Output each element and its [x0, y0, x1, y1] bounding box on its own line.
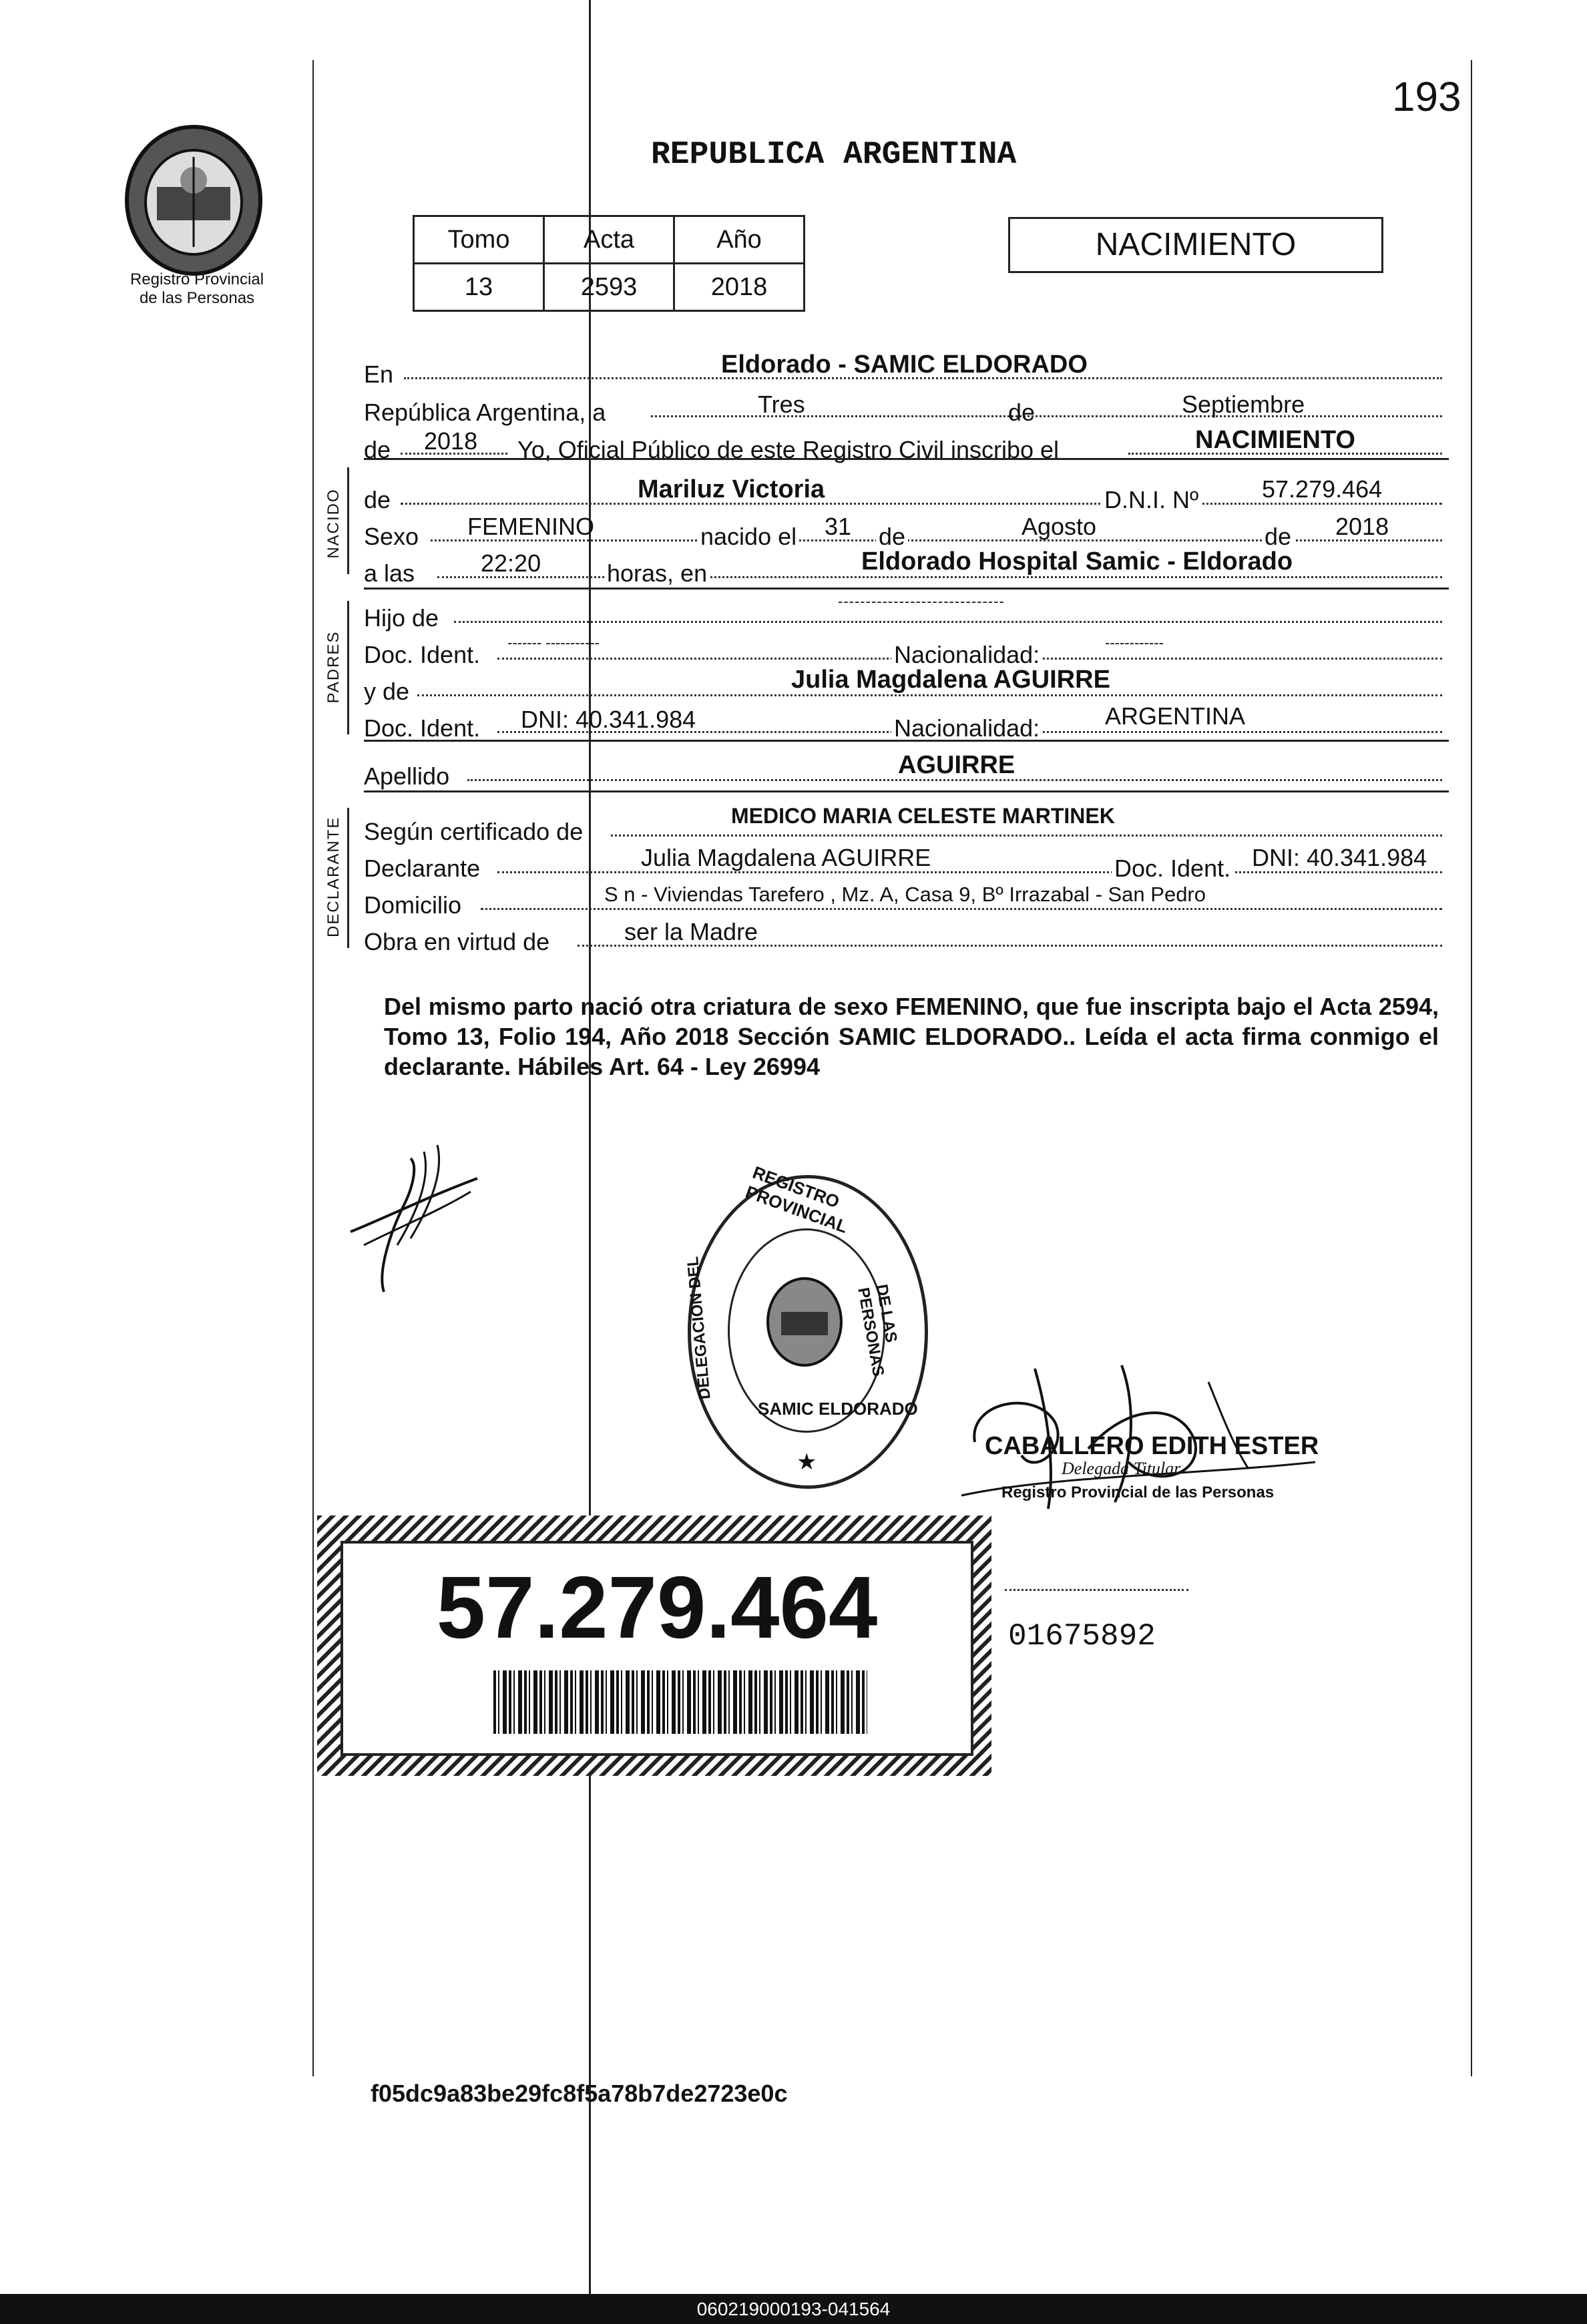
value-madre: Julia Magdalena AGUIRRE — [791, 666, 1110, 694]
stamp-ring-top: REGISTRO PROVINCIAL — [742, 1162, 851, 1237]
label-doc-ident-3: Doc. Ident. — [1112, 855, 1233, 883]
value-sexo: FEMENINO — [467, 513, 595, 540]
bracket-nacido — [347, 467, 349, 574]
table-header-anio: Año — [674, 216, 805, 264]
logo-caption — [100, 270, 294, 308]
logo-caption-line2: de las Personas — [139, 289, 255, 307]
label-de-anio: de — [364, 436, 391, 463]
label-doc-ident-2: Doc. Ident. — [364, 714, 481, 742]
observaciones-text: Del mismo parto nació otra criatura de sexo FEMENINO, que fue inscripta bajo el Acta 2594, Tomo 13, Folio 194, Año 2018 Sección SAMIC ELDORADO.. Leída el acta firma conmigo el declarante. Hábiles Art. 64 - Ley 26994 — [384, 993, 1439, 1080]
label-nacionalidad-1: Nacionalidad: — [891, 641, 1042, 669]
scan-line — [589, 0, 591, 2294]
value-hora: 22:20 — [481, 549, 541, 577]
value-nac-mes: Agosto — [1022, 513, 1097, 540]
page-number: 193 — [1392, 74, 1461, 120]
bracket-padres — [347, 601, 349, 734]
official-role: Delegada Titular — [1062, 1459, 1181, 1478]
label-horas-en: horas, en — [604, 559, 710, 588]
value-apellido: AGUIRRE — [898, 751, 1015, 779]
value-dia: Tres — [758, 391, 805, 418]
serial-number: 01675892 — [1008, 1619, 1156, 1654]
label-y-de: y de — [364, 678, 410, 705]
table-value-tomo: 13 — [414, 264, 544, 311]
value-lugar-nac: Eldorado Hospital Samic - Eldorado — [861, 547, 1293, 575]
value-dni: 57.279.464 — [1262, 475, 1383, 503]
registry-stamp — [684, 1162, 928, 1489]
label-apellido: Apellido — [364, 762, 450, 790]
province-seal-icon — [117, 124, 270, 277]
value-nombre: Mariluz Victoria — [638, 475, 825, 503]
side-label-declarante: DECLARANTE — [324, 816, 343, 937]
barcode-label — [317, 1516, 991, 1776]
label-republica: República Argentina, a — [364, 399, 606, 426]
dotted-line — [611, 835, 1442, 837]
value-mes: Septiembre — [1182, 391, 1305, 418]
footer-code-bar — [0, 2294, 1587, 2324]
dotted-line — [454, 621, 1442, 623]
stamp-inner-text: SAMIC ELDORADO — [758, 1399, 918, 1419]
divider — [364, 458, 1449, 460]
value-obra: ser la Madre — [624, 918, 758, 945]
label-domicilio: Domicilio — [364, 891, 462, 919]
document-type-box: NACIMIENTO — [1008, 217, 1383, 273]
value-nac-anio: 2018 — [1335, 513, 1389, 540]
value-doc-3: DNI: 40.341.984 — [1252, 844, 1427, 871]
label-segun: Según certificado de — [364, 818, 584, 845]
stamp-ring-right: DE LAS PERSONAS — [854, 1283, 901, 1378]
stamp-ring-left: DELEGACION DEL — [684, 1255, 714, 1401]
value-nac-2: ARGENTINA — [1105, 702, 1246, 730]
table-value-acta: 2593 — [544, 264, 674, 311]
dotted-line — [437, 576, 1442, 578]
side-label-padres: PADRES — [324, 630, 343, 704]
value-lugar: Eldorado - SAMIC ELDORADO — [721, 351, 1088, 379]
label-de-nac-mes: de — [876, 523, 908, 551]
footer-code: 060219000193-041564 — [696, 2299, 891, 2319]
value-nac-1: ------------ — [1105, 634, 1164, 651]
page-title: REPUBLICA ARGENTINA — [651, 137, 1017, 173]
label-sexo: Sexo — [364, 523, 419, 550]
value-declarante: Julia Magdalena AGUIRRE — [641, 844, 931, 871]
stamp-seal-icon — [758, 1272, 851, 1372]
label-dni: D.N.I. Nº — [1102, 486, 1201, 514]
label-de-nac-anio: de — [1262, 523, 1294, 551]
right-margin-line — [1471, 60, 1472, 2076]
value-domicilio: S n - Viviendas Tarefero , Mz. A, Casa 9, Bº Irrazabal - San Pedro — [604, 883, 1206, 906]
label-doc-ident-1: Doc. Ident. — [364, 641, 481, 668]
table-header-tomo: Tomo — [414, 216, 544, 264]
logo-caption-line1: Registro Provincial — [130, 270, 264, 288]
label-a-las: a las — [364, 559, 415, 587]
table-header-acta: Acta — [544, 216, 674, 264]
label-declarante: Declarante — [364, 855, 481, 882]
barcode-bars — [493, 1670, 867, 1734]
declarante-signature-icon — [344, 1138, 491, 1299]
value-doc-2: DNI: 40.341.984 — [521, 706, 696, 733]
dotted-line — [417, 694, 1442, 696]
label-nacionalidad-2: Nacionalidad: — [891, 714, 1042, 742]
barcode-number: 57.279.464 — [436, 1558, 878, 1656]
value-certificado: MEDICO MARIA CELESTE MARTINEK — [731, 804, 1115, 828]
record-table — [413, 215, 805, 312]
label-obra: Obra en virtud de — [364, 928, 550, 955]
value-acto: NACIMIENTO — [1195, 426, 1355, 454]
province-logo — [117, 124, 270, 277]
value-hijo-de: ------------------------------ — [838, 593, 1005, 610]
divider — [364, 790, 1449, 792]
label-de-mes: de — [1008, 399, 1036, 426]
value-anio: 2018 — [424, 427, 478, 455]
bracket-declarante — [347, 808, 349, 948]
star-icon: ★ — [797, 1449, 817, 1475]
official-name: CABALLERO EDITH ESTER — [985, 1432, 1319, 1460]
left-margin-line — [312, 60, 314, 2076]
document-hash: f05dc9a83be29fc8f5a78b7de2723e0c — [371, 2080, 788, 2107]
value-nac-dia: 31 — [825, 513, 852, 540]
serial-dotted-line — [1005, 1589, 1188, 1591]
value-doc-1: ------- ----------- — [507, 634, 600, 651]
table-value-anio: 2018 — [674, 264, 805, 311]
divider — [364, 740, 1449, 742]
barcode-inner — [341, 1541, 973, 1756]
label-nacido-el: nacido el — [698, 523, 799, 551]
label-hijo-de: Hijo de — [364, 604, 439, 632]
side-label-nacido: NACIDO — [324, 488, 343, 559]
label-yo-oficial: Yo, Oficial Público de este Registro Civil inscribo el — [517, 436, 1060, 463]
official-office: Registro Provincial de las Personas — [1001, 1483, 1275, 1501]
divider — [364, 588, 1449, 590]
label-en: En — [364, 361, 394, 388]
dotted-line — [481, 908, 1442, 910]
label-de-nombre: de — [364, 486, 391, 513]
